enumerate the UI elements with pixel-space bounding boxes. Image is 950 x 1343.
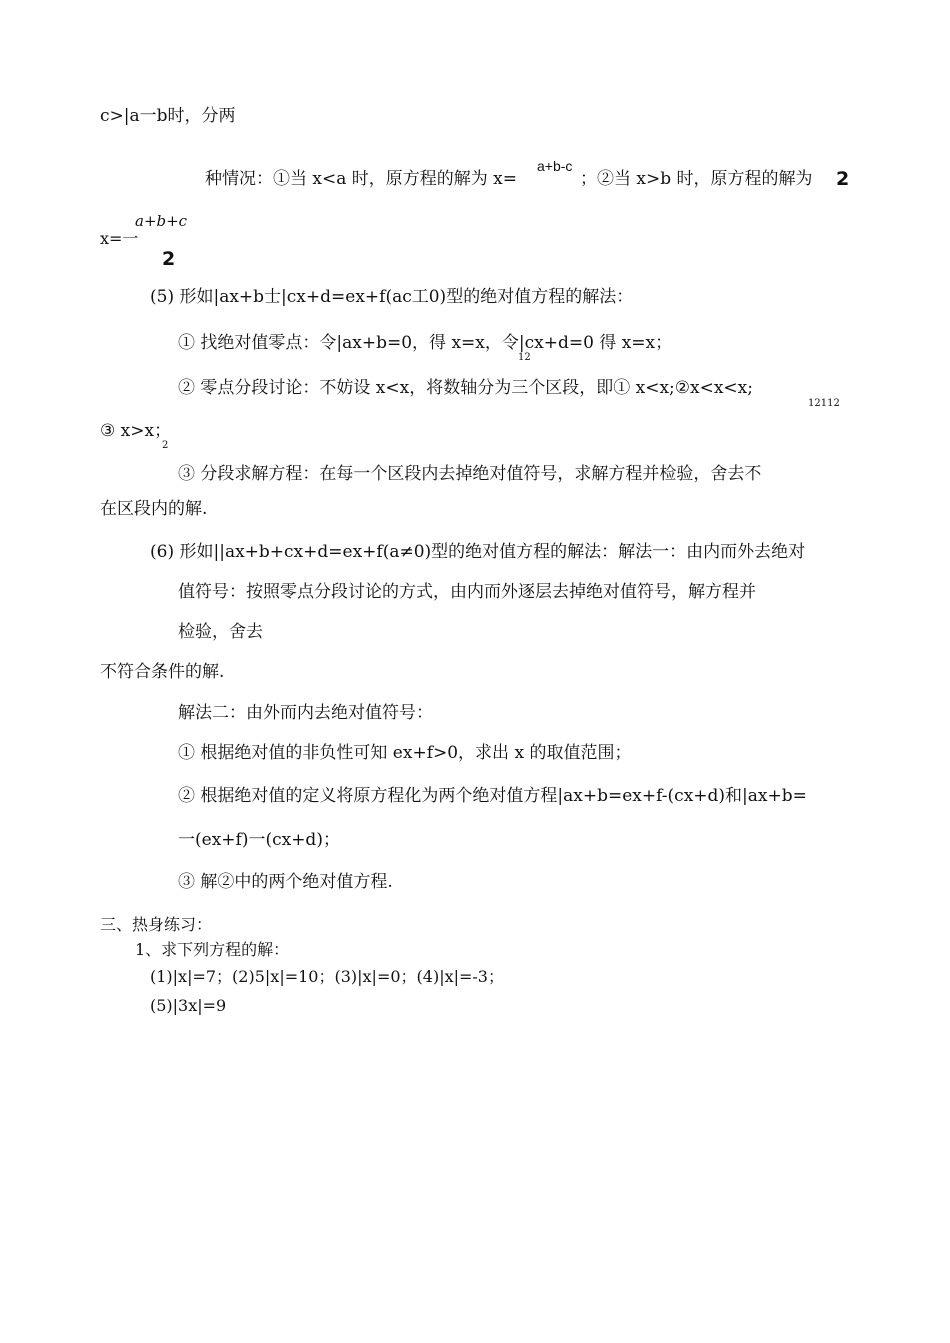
exercise-1-items: (1)|x|=7；(2)5|x|=10；(3)|x|=0；(4)|x|=-3； bbox=[150, 967, 504, 986]
step-3-solve-segments: ③ 分段求解方程：在每一个区段内去掉绝对值符号，求解方程并检验，舍去不 bbox=[178, 464, 762, 484]
text-line-2a: 种情况：①当 x<a 时，原方程的解为 x= bbox=[205, 169, 518, 189]
text-line-2b: ；②当 x>b 时，原方程的解为 bbox=[580, 169, 813, 189]
method-2-step-1: ① 根据绝对值的非负性可知 ex+f>0，求出 x 的取值范围； bbox=[178, 743, 632, 763]
step-2-segment-discussion: ② 零点分段讨论：不妨设 x<x，将数轴分为三个区段，即① x<x;②x<x<x; bbox=[178, 378, 753, 398]
text-line-11: 值符号：按照零点分段讨论的方式，由内而外逐层去掉绝对值符号，解方程并 bbox=[178, 582, 756, 602]
section-3-warmup-heading: 三、热身练习： bbox=[100, 915, 213, 934]
method-2-step-2-cont: 一(ex+f)一(cx+d)； bbox=[178, 830, 340, 850]
text-line-9: 在区段内的解. bbox=[100, 499, 208, 519]
segment-3: ③ x>x； bbox=[100, 421, 172, 441]
method-2-step-3: ③ 解②中的两个绝对值方程. bbox=[178, 872, 393, 892]
section-6-heading: (6) 形如||ax+b+cx+d=ex+f(a≠0)型的绝对值方程的解法：解法一：由内而外去绝对 bbox=[150, 542, 806, 562]
exercise-1-prompt: 1、求下列方程的解： bbox=[135, 940, 290, 959]
subscript-12: 12 bbox=[518, 352, 531, 363]
fraction-denominator-2: 2 bbox=[836, 168, 850, 190]
section-5-heading: (5) 形如|ax+b士|cx+d=ex+f(ac工0)型的绝对值方程的解法： bbox=[150, 287, 634, 307]
fraction-numerator: a+b+c bbox=[135, 212, 188, 230]
subscript-2: 2 bbox=[162, 440, 169, 451]
step-1-find-zeros: ① 找绝对值零点：令|ax+b=0，得 x=x，令|cx+d=0 得 x=x； bbox=[178, 333, 673, 353]
method-2-heading: 解法二：由外而内去绝对值符号： bbox=[178, 703, 433, 723]
text-line-12: 检验，舍去 bbox=[178, 622, 263, 642]
text-line-1: c>|a一b时，分两 bbox=[100, 106, 236, 126]
method-2-step-2: ② 根据绝对值的定义将原方程化为两个绝对值方程|ax+b=ex+f-(cx+d)和|ax+b= bbox=[178, 786, 807, 806]
fraction-x-equals: x=一 bbox=[100, 229, 139, 248]
fraction-a-plus-b-minus-c: a+b-c bbox=[537, 158, 573, 174]
subscript-12112: 12112 bbox=[808, 398, 840, 409]
fraction-denominator: 2 bbox=[162, 248, 176, 270]
exercise-1-item-5: (5)|3x|=9 bbox=[150, 996, 227, 1015]
text-line-13: 不符合条件的解. bbox=[100, 662, 225, 682]
